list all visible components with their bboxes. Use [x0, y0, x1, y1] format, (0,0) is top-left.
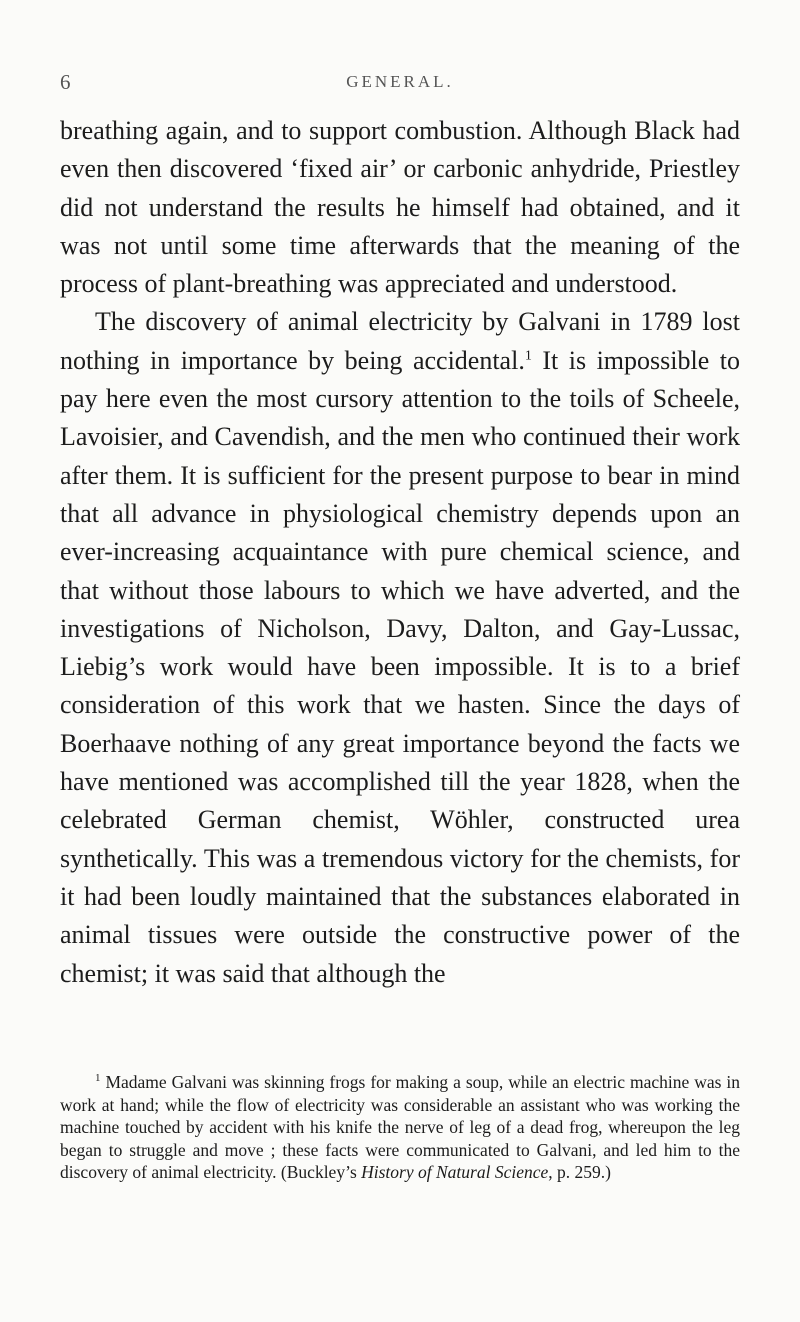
footnote-source-title: History of Natural Science: [361, 1162, 549, 1182]
footnote-marker: 1: [95, 1072, 101, 1085]
running-title: GENERAL.: [346, 72, 454, 91]
paragraph-1: breathing again, and to support combustion. Although Black had even then discovered ‘fixed air’ or carbonic anhydride, Priestley did not understand the results he himself had obtained, and it was not until some time afterwards that the meaning of the process of plant-breathing was appreciated and understood.: [60, 116, 740, 299]
paragraph-2: [60, 303, 740, 992]
body-text: [60, 112, 740, 993]
paragraph-2-text-rest: It is impossible to pay here even the most cursory attention to the toils of Scheele, Lavoisier, and Cavendish, and the men who continued their work after them. It is sufficient for the present purpose to bear in mind that all advance in physiological chemistry depends upon an ever-increasing acquaintance with pure chemical science, and that without those labours to which we have adverted, and the investigations of Nicholson, Davy, Dalton, and Gay-Lussac, Liebig’s work would have been impossible. It is to a brief consideration of this work that we hasten. Since the days of Boerhaave nothing of any great importance beyond the facts we have mentioned was accomplished till the year 1828, when the celebrated German chemist, Wöhler, constructed urea synthetically. This was a tremendous victory for the chemists, for it had been loudly maintained that the substances elaborated in animal tissues were outside the constructive power of the chemist; it was said that although the: [60, 345, 740, 988]
running-head: [60, 70, 740, 104]
footnote-source-page: , p. 259.): [548, 1162, 611, 1182]
page-number: 6: [60, 70, 71, 94]
footnote: [60, 1071, 740, 1184]
paragraph-2-text-start: The discovery of animal electricity by Galvani in 1789 lost nothing in importance by being accidental.: [60, 307, 740, 375]
footnote-reference: 1: [524, 348, 532, 364]
footnote-text: Madame Galvani was skinning frogs for making a soup, while an electric machine was in work at hand; while the flow of electricity was considerable an assistant who was working the machine touched by accident with his knife the nerve of leg of a dead frog, whereupon the leg began to struggle and move ; these facts were communicated to Galvani, and led him to the discovery of animal electricity. (Buckley’s: [60, 1072, 740, 1182]
